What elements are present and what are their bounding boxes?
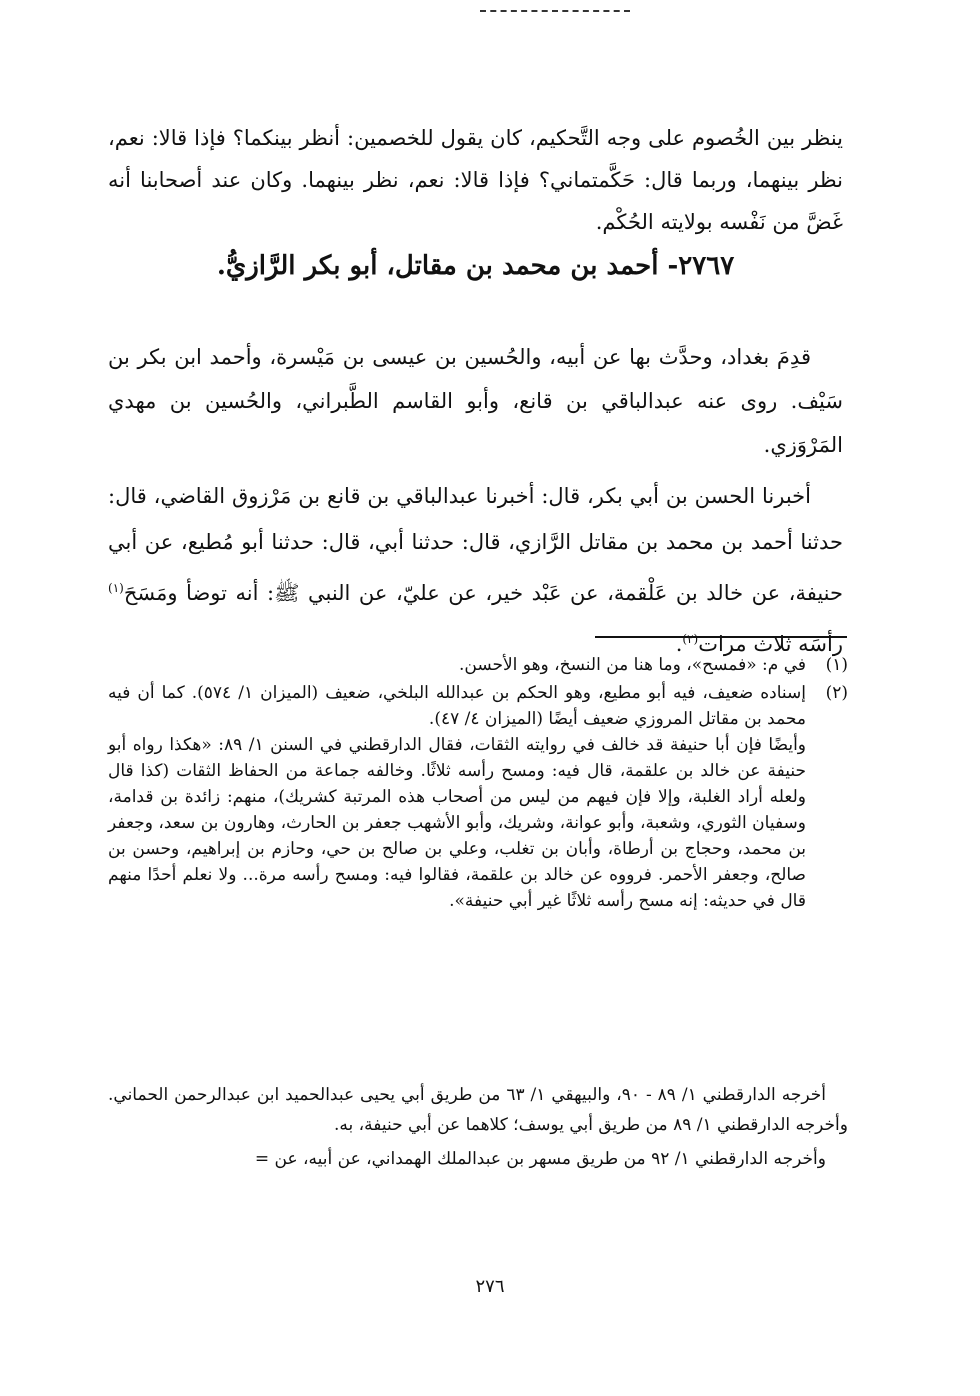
footnote-2 (108, 680, 848, 914)
continued-paragraph: ينظر بين الخُصوم على وجه التَّحكيم، كان يقول للخصمين: أنظر بينكما؟ فإذا قالا: نعم، نظر بينهما، وربما قال: حَكَّمتماني؟ فإذا قالا: نعم، نظر بينهما. وكان عند أصحابنا أنه غَضَّ من نَفْسه بولايته الحُكْم. (108, 126, 843, 234)
biography-paragraph: قدِمَ بغداد، وحدَّث بها عن أبيه، والحُسين بن عيسى بن مَيْسرة، وأحمد ابن بكر بن سَيْف. روى عنه عبدالباقي بن قانع، وأبو القاسم الطَّبراني، والحُسين بن مهدي المَرْوَزي. (108, 345, 843, 457)
footnote-paragraph: وأيضًا فإن أبا حنيفة قد خالف في روايته الثقات، فقال الدارقطني في السنن ١/ ٨٩: «هكذا رواه أبو حنيفة عن خالد بن علقمة، قال فيه: ومسح رأسه ثلاثًا. وخالفه جماعة من الحفاظ الثقات (كذا قال ولعله أراد الغلبة، وإلا فإن فيهم من ليس من أصحاب هذه المرتبة كشريك)، منهم: زائدة بن قدامة، وسفيان الثوري، وشعبة، وأبو عوانة، وشريك، وأبو الأشهب جعفر بن الحارث، وهارون بن سعد، وجعفر بن محمد، وحجاج بن أرطاة، وأبان بن تغلب، وعلي بن صالح بن حي، وحازم بن إبراهيم، وحسن بن صالح، وجعفر الأحمر. فرووه عن خالد بن علقمة، فقالوا فيه: ومسح رأسه مرة... ولا نعلم أحدًا منهم قال في حديثه: إنه مسح رأسه ثلاثًا غير أبي حنيفة». (108, 735, 807, 911)
footnote-continuation (108, 1080, 848, 1178)
footnote-body (108, 652, 806, 678)
top-edge-mark (480, 2, 630, 12)
page-number: ٢٧٦ (475, 1276, 505, 1297)
footnote-body (108, 680, 806, 914)
footnote-ref-1: (١) (108, 581, 124, 595)
footnote-paragraph: في م: «فمسح»، وما هنا من النسخ، وهو الأحسن. (458, 655, 806, 675)
footnote-number: (١) (825, 655, 848, 675)
hadith-end: . (675, 632, 683, 656)
entry-heading: ٢٧٦٧- أحمد بن محمد بن مقاتل، أبو بكر الرَّازيُّ. (216, 251, 735, 281)
footnote-ref-2: (٢) (682, 632, 699, 646)
footnote-extra-paragraph: أخرجه الدارقطني ١/ ٨٩ - ٩٠، والبيهقي ١/ ٦٣ من طريق أبي يحيى عبدالحميد ابن عبدالرحمن الحماني. وأخرجه الدارقطني ١/ ٨٩ من طريق أبي يوسف؛ كلاهما عن أبي حنيفة، به. (108, 1085, 848, 1135)
hadith-text-a: أخبرنا الحسن بن أبي بكر، قال: أخبرنا عبدالباقي بن قانع بن مَرْزوق القاضي، قال: حدثنا أحمد بن محمد بن مقاتل الرَّازي، قال: حدثنا أبي، قال: حدثنا أبو مُطيع، عن أبي حنيفة، عن خالد بن عَلْقمة، عن عَبْد خير، عن عليّ، عن النبي ﷺ: أنه توضأ ومَسَحَ (108, 484, 843, 605)
footnote-extra-paragraph: وأخرجه الدارقطني ١/ ٩٢ من طريق مسهر بن عبدالملك الهمداني، عن أبيه، عن = (254, 1149, 826, 1169)
footnotes (108, 652, 848, 916)
footnote-1 (108, 652, 848, 678)
footnote-separator (595, 636, 847, 638)
footnote-paragraph: إسناده ضعيف، فيه أبو مطيع، وهو الحكم بن عبدالله البلخي، ضعيف (الميزان ١/ ٥٧٤). كما أن فيه محمد بن مقاتل المروزي ضعيف أيضًا (الميزان ٤/ ٤٧). (108, 683, 806, 729)
footnote-number: (٢) (825, 683, 848, 703)
hadith-text-b: رأسَه ثلاث مرات (698, 632, 843, 656)
